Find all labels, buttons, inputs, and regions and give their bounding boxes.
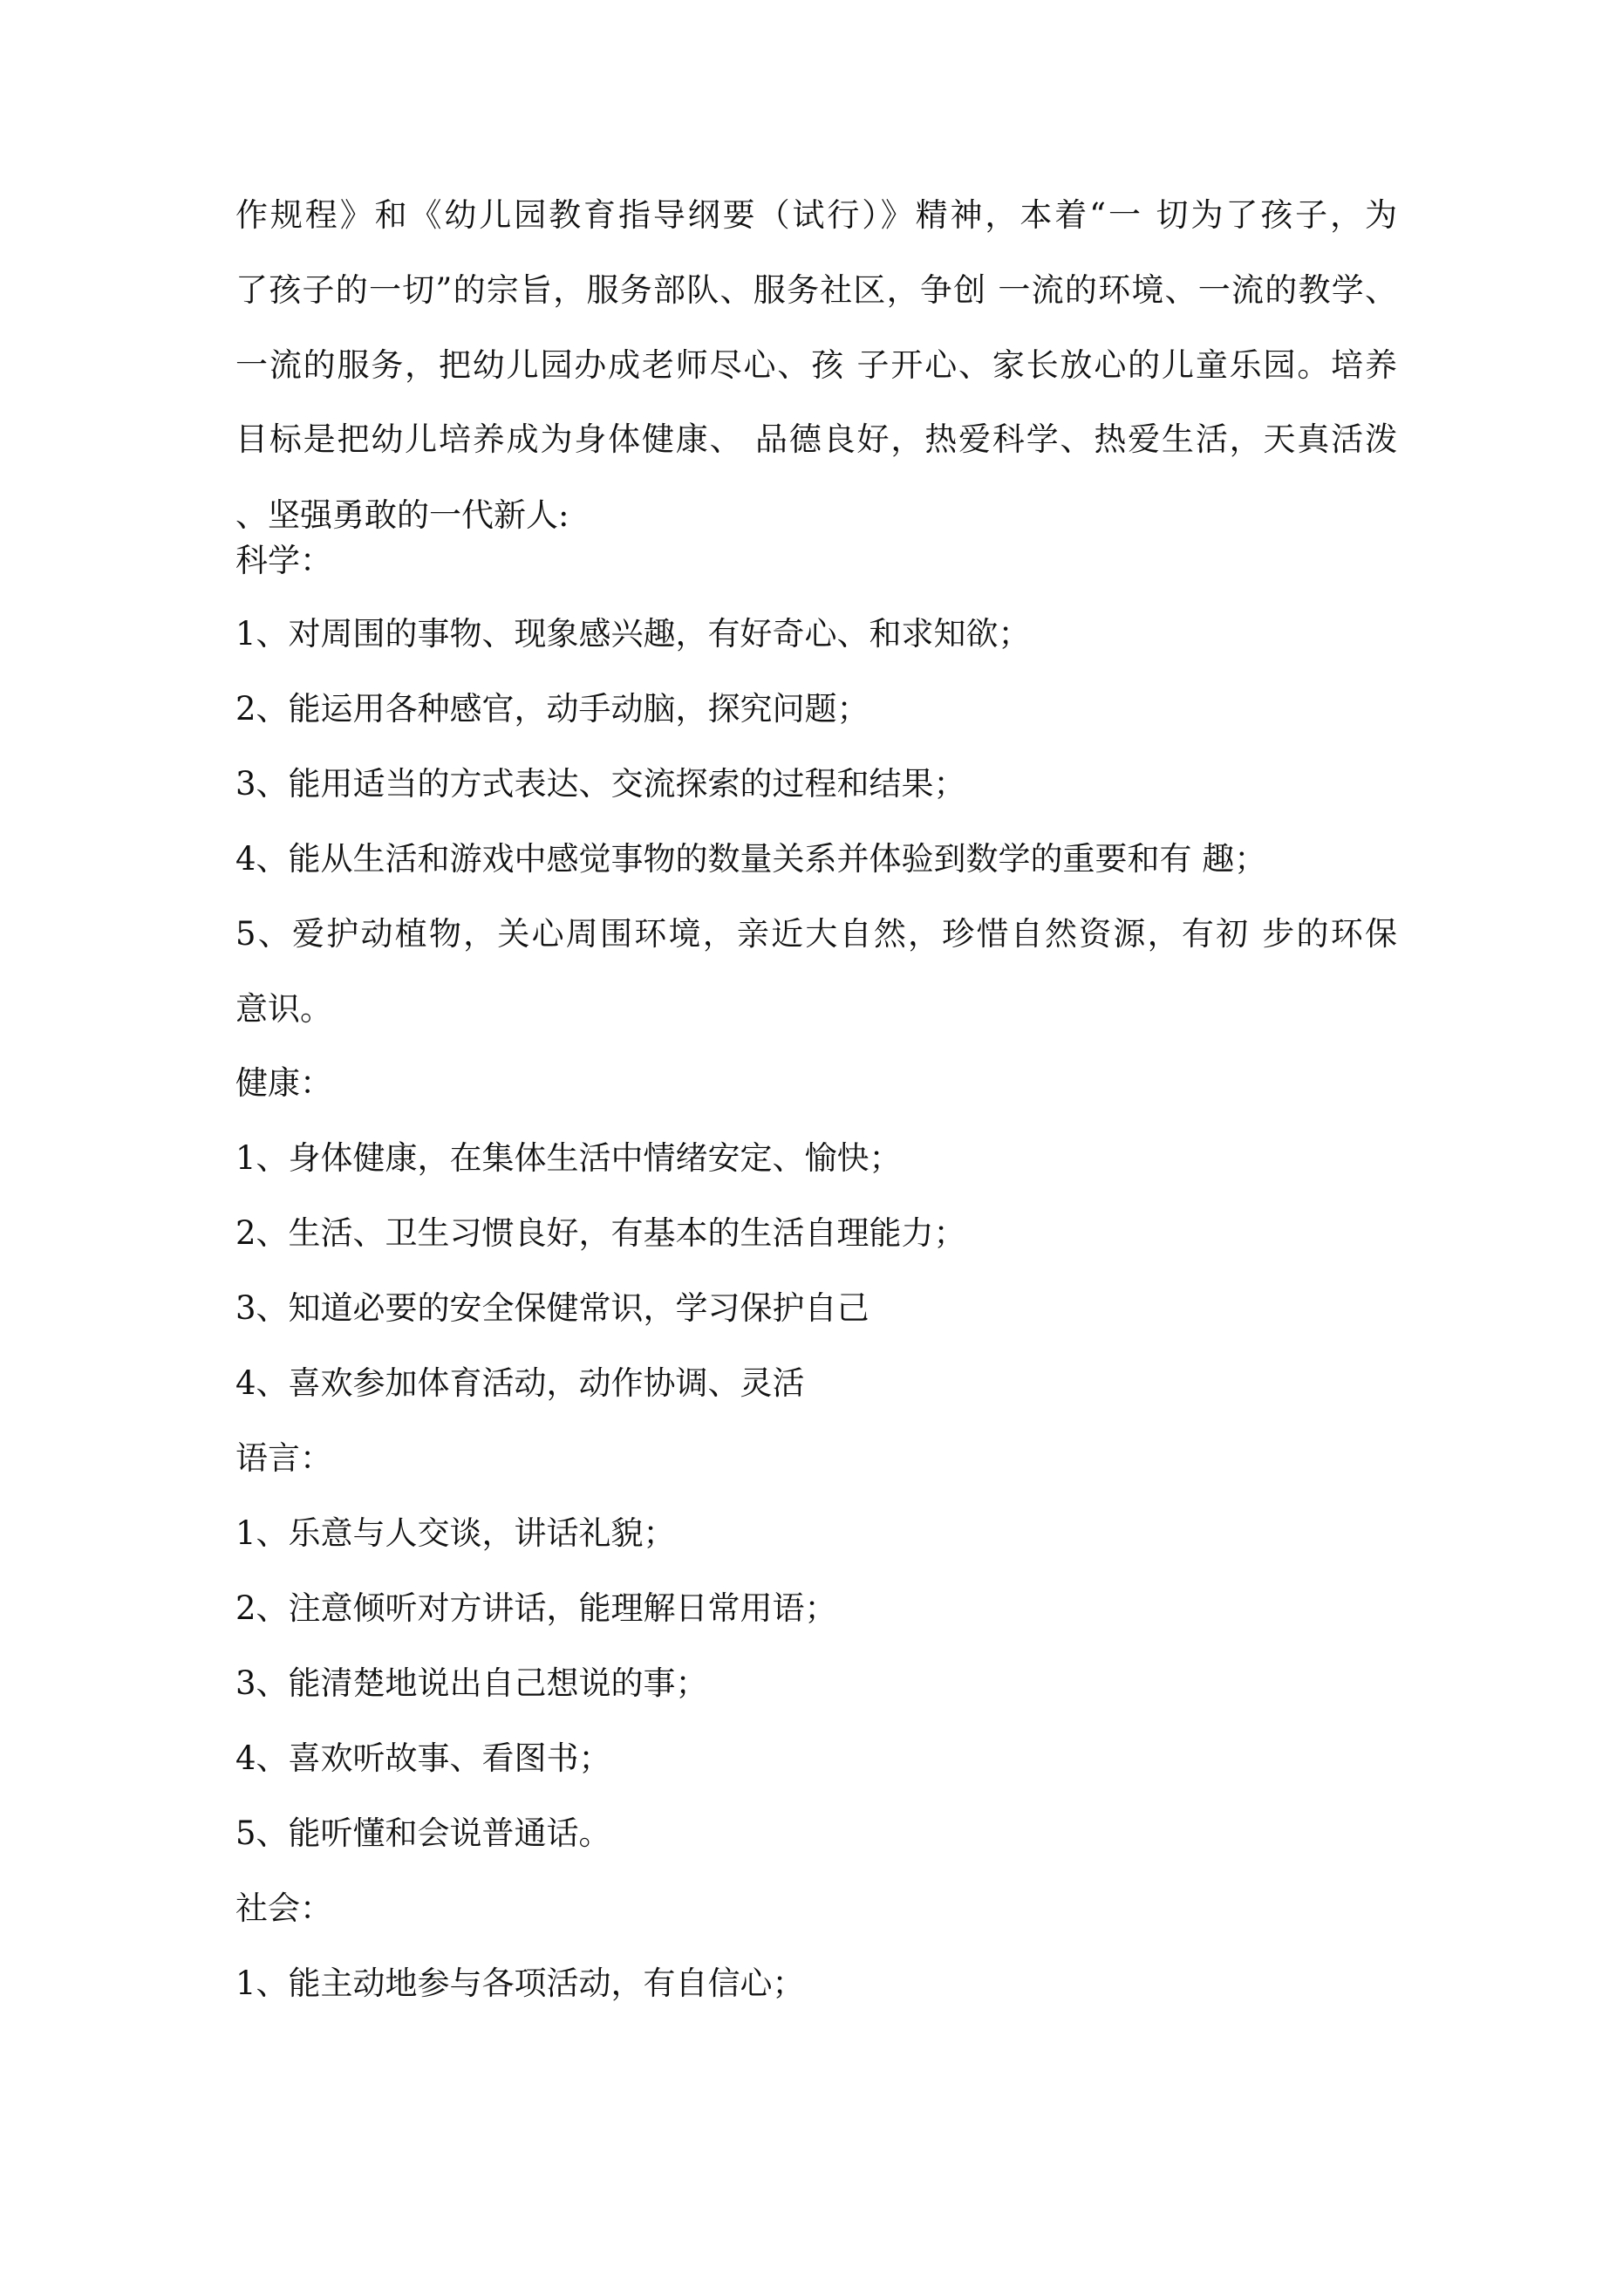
list-item: 4、能从生活和游戏中感觉事物的数量关系并体验到数学的重要和有 趣； <box>235 840 1267 878</box>
list-item: 意识。 <box>235 990 332 1028</box>
section-heading: 科学： <box>235 542 332 579</box>
intro-line: 作规程》和《幼儿园教育指导纲要（试行）》精神，本着“一 切为了孩子，为 <box>235 196 1397 234</box>
intro-line: 一流的服务，把幼儿园办成老师尽心、孩 子开心、家长放心的儿童乐园。培养 <box>235 346 1397 384</box>
list-item: 1、身体健康，在集体生活中情绪安定、愉快； <box>235 1139 902 1177</box>
list-item: 2、生活、卫生习惯良好，有基本的生活自理能力； <box>235 1214 966 1252</box>
list-item: 2、注意倾听对方讲话，能理解日常用语； <box>235 1589 837 1627</box>
list-item: 3、能清楚地说出自己想说的事； <box>235 1664 708 1702</box>
intro-line: 、坚强勇敢的一代新人: <box>235 496 569 534</box>
section-heading: 社会： <box>235 1889 332 1927</box>
list-item: 3、能用适当的方式表达、交流探索的过程和结果； <box>235 765 966 803</box>
list-item: 5、爱护动植物，关心周围环境，亲近大自然，珍惜自然资源，有初 步的环保 <box>235 915 1397 953</box>
intro-line: 了孩子的一切”的宗旨，服务部队、服务社区，争创 一流的环境、一流的教学、 <box>235 271 1397 309</box>
list-item: 1、乐意与人交谈，讲话礼貌； <box>235 1514 676 1552</box>
list-item: 4、喜欢参加体育活动，动作协调、灵活 <box>235 1364 805 1402</box>
list-item: 4、喜欢听故事、看图书； <box>235 1739 611 1777</box>
section-heading: 语言： <box>235 1439 332 1477</box>
intro-line: 目标是把幼儿培养成为身体健康、 品德良好，热爱科学、热爱生活，天真活泼 <box>235 420 1397 458</box>
list-item: 1、能主动地参与各项活动，有自信心； <box>235 1965 805 2002</box>
list-item: 5、能听懂和会说普通话。 <box>235 1814 611 1852</box>
list-item: 1、对周围的事物、现象感兴趣，有好奇心、和求知欲； <box>235 615 1031 653</box>
list-item: 3、知道必要的安全保健常识，学习保护自己 <box>235 1289 869 1327</box>
list-item: 2、能运用各种感官，动手动脑，探究问题； <box>235 690 869 728</box>
section-heading: 健康： <box>235 1064 332 1102</box>
